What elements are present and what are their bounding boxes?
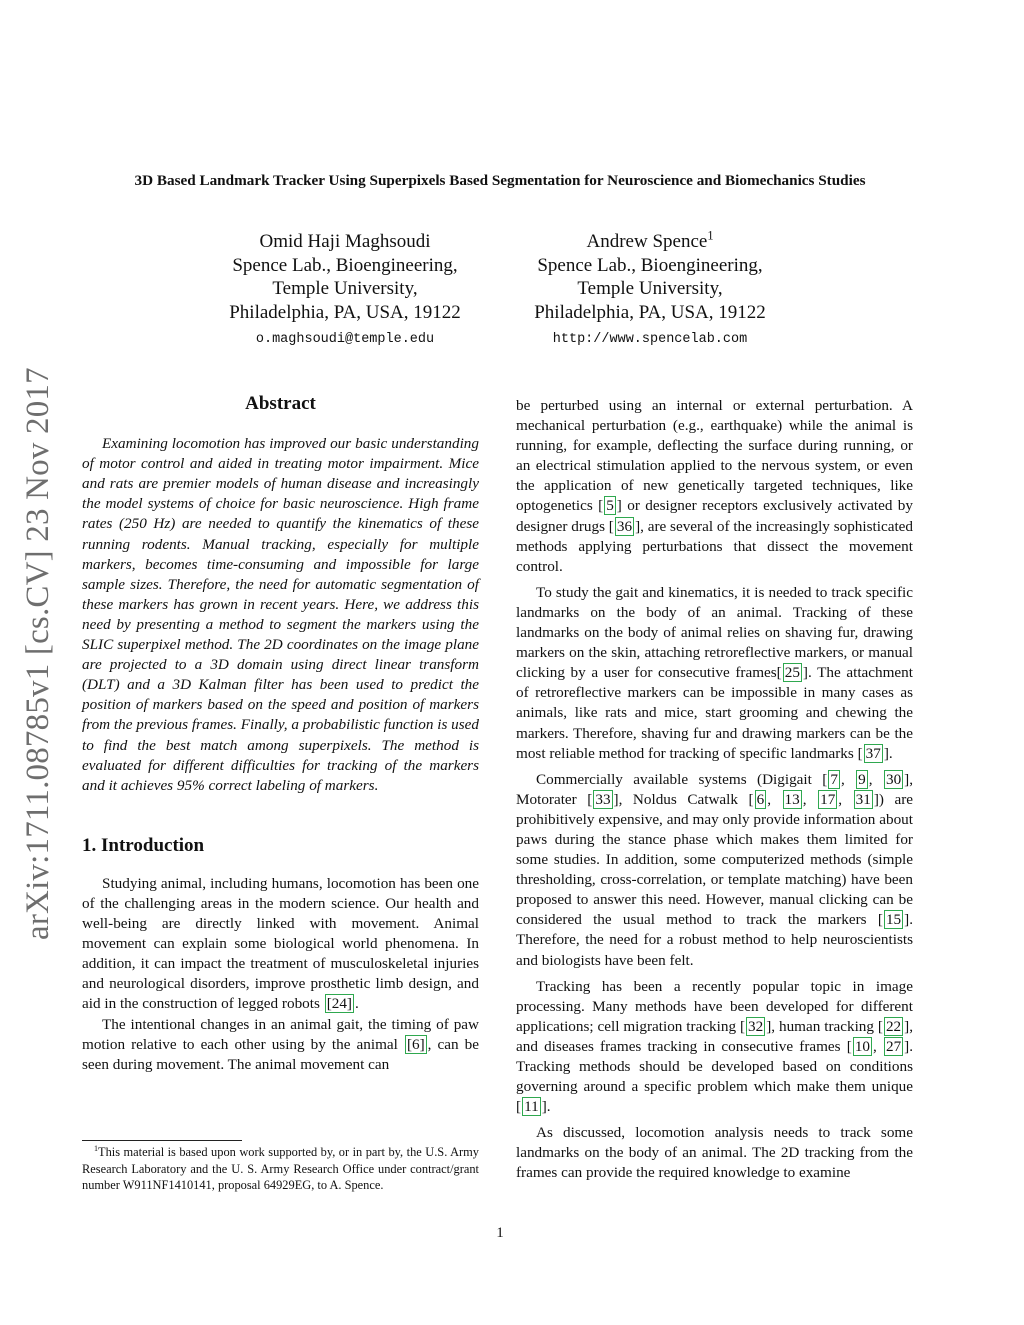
section-heading-introduction: 1. Introduction [82,834,205,856]
citation-link[interactable]: 31 [855,790,871,808]
intro-paragraph-2: The intentional changes in an animal gait, the timing of paw motion relative to each other using by the animal [6] , can be seen during movement. The animal movement can [82,1015,479,1073]
author-name: Omid Haji Maghsoudi [259,231,431,252]
author-affiliation: Spence Lab., Bioengineering, [232,254,458,276]
body-paragraph: Commercially available systems (Digigait [ 7 , 9 , 30 ], Motorater [ 33 ], Noldus Catwalk [ 6 , 13 , 17 , 31 ]) are prohibitively expensive, and may only provide information about paws during the stance phase which makes them limited for some studies. In addition, some computerized methods (simple thresholding, cross-correlation, or template matching) have been proposed to answer this need. However, manual clicking can be considered the usual method to track the markers [ 15 ]. Therefore, the need for a robust method to help neuroscientists and biologists have been felt. [516,770,914,969]
author-affiliation: Philadelphia, PA, USA, 19122 [534,301,766,323]
author-affiliation: Temple University, [272,278,418,299]
author-affiliation: Spence Lab., Bioengineering, [537,254,763,276]
citation-link[interactable]: 30 [885,770,902,788]
citation-link[interactable]: 37 [865,744,881,762]
citation-link[interactable]: 9 [858,770,866,788]
citation-link[interactable]: 27 [885,1037,902,1055]
citation-link[interactable]: [6] [406,1035,425,1053]
author-name: Andrew Spence$^1$ [586,228,714,252]
page-number: 1 [496,1225,504,1241]
abstract-heading: Abstract [245,393,316,414]
citation-link[interactable]: 17 [820,790,836,808]
paper-title: 3D Based Landmark Tracker Using Superpixels Based Segmentation for Neuroscience and Biomechanics Studies [134,172,866,189]
footnote: $^1$This material is based upon work supported by, or in part by, the U.S. Army Research Laboratory and the U. S. Army Research Office under contract/grant number W911NF1410141, proposal 64929EG, to A. Spence. [82,1143,479,1192]
citation-link[interactable]: 15 [885,911,902,929]
citation-link[interactable]: 32 [748,1017,764,1035]
author-website-link[interactable]: http://www.spencelab.com [552,332,748,347]
author-affiliation: Temple University, [577,278,723,299]
citation-link[interactable]: 7 [830,770,838,788]
author-block-2 [490,230,810,352]
body-paragraph: be perturbed using an internal or external perturbation. A mechanical perturbation (e.g., earthquake) while the animal is running, for example, deflecting the surface during running, or an electrical stimulation applied to the nervous system, or even the application of new genetically targeted techniques, like optogenetics [ 5 ] or designer receptors exclusively activated by designer drugs [ 36 ], are several of the increasingly sophisticated methods applying perturbations that dissect the movement control. [516,397,914,575]
author-email[interactable]: o.maghsoudi@temple.edu [255,332,435,347]
footnote-divider [82,1140,242,1141]
abstract-text: Examining locomotion has improved our basic understanding of motor control and aided in treating motor impairment. Mice and rats are premier models of human disease and increasingly the model systems of choice for basic neuroscience. High frame rates (250 Hz) are needed to quantify the kinematics of these running rodents. Manual tracking, especially for multiple markers, becomes time-consuming and impossible for large sample sizes. Therefore, the need for automatic segmentation of these markers has grown in recent years. Here, we address this need by presenting a method to segment the markers using the SLIC superpixel method. The 2D coordinates on the image plane are projected to a 3D domain using direct linear transform (DLT) and a 3D Kalman filter has been used to predict the position of markers based on the speed and position of markers from the previous frames. Finally, a probabilistic function is used to find the best match among superpixels. The method is evaluated for different difficulties for tracking of the markers and it achieves 95% correct labeling of markers. [82,435,479,794]
citation-link[interactable]: 13 [784,790,800,808]
author-block-1 [185,230,505,352]
citation-link[interactable]: 10 [854,1037,870,1055]
arxiv-identifier: arXiv:1711.08785v1 [cs.CV] 23 Nov 2017 [20,367,56,940]
citation-link[interactable]: 11 [524,1098,539,1116]
body-paragraph: To study the gait and kinematics, it is needed to track specific landmarks on the body of an animal. Tracking of these landmarks on the body of animal relies on shaving fur, drawing markers on the skin, attaching retroreflective markers, or manual clicking by a user for consecutive frames[ 25 ]. The attachment of retroreflective markers can be impossible in many cases as animals, like rats and mice, start grooming and chewing the markers. Therefore, shaving fur and drawing markers can be the most reliable method for tracking of specific landmarks [ 37 ]. [516,583,913,762]
intro-paragraph-1: Studying animal, including humans, locomotion has been one of the challenging areas in the modern science. Our health and well-being are directly linked with movement. Animal movement can explain some biological world phenomena. In addition, it can impact the treatment of musculoskeletal injuries and neurological disorders, improve prosthetic limb design, and aid in the construction of legged robots [24] . [82,874,479,1013]
citation-link[interactable]: 5 [606,497,614,515]
citation-link[interactable]: 33 [595,790,611,808]
footnote-marker: 1 [94,1143,99,1153]
citation-link[interactable]: 22 [885,1017,902,1035]
author-affiliation: Philadelphia, PA, USA, 19122 [229,301,461,323]
left-column [82,394,479,1075]
citation-link[interactable]: 25 [784,664,800,682]
citation-link[interactable]: [24] [326,995,352,1013]
footnote-marker: 1 [707,228,714,243]
body-paragraph: Tracking has been a recently popular topic in image processing. Many methods have been developed for different applications; cell migration tracking [ 32 ], human tracking [ 22 ], and diseases frames tracking in consecutive frames [ 10 , 27 ]. Tracking methods should be developed based on conditions governing around a specific problem which make them unique [ 11 ]. [516,977,914,1116]
right-column [516,396,913,1190]
citation-link[interactable]: 6 [756,790,765,808]
body-paragraph: As discussed, locomotion analysis needs to track some landmarks on the body of an animal. The 2D tracking from the frames can provide the required knowledge to examine [516,1124,913,1182]
citation-link[interactable]: 36 [616,517,633,535]
